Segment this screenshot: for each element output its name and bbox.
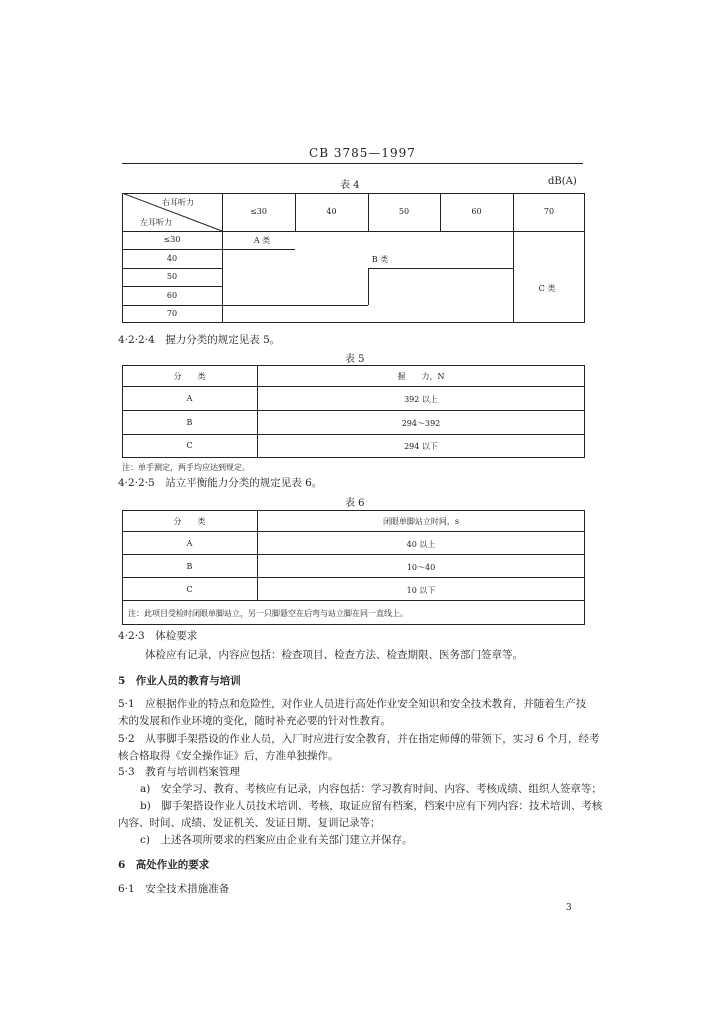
para-52-line2: 核合格取得《安全操作证》后，方准单独操作。 bbox=[118, 750, 339, 762]
table4-row-header: ≤30 bbox=[163, 235, 181, 244]
table4-row-header: 60 bbox=[166, 291, 178, 300]
zone-a-label: A 类 bbox=[253, 236, 271, 245]
table4-row-header: 40 bbox=[166, 254, 178, 263]
table6-caption: 表 6 bbox=[345, 498, 365, 509]
para-53-b-line2: 内容、时间、成绩、发证机关、发证日期、复训记录等； bbox=[118, 817, 381, 829]
page-number: 3 bbox=[566, 903, 572, 913]
table6-head-value: 闭眼单脚站立时间，s bbox=[382, 517, 460, 526]
table4-col-header: 50 bbox=[398, 207, 410, 216]
table5-row-value: 294 以下 bbox=[404, 442, 438, 451]
para-53-b-line1: b) 脚手架搭设作业人员技术培训、考核，取证应留有档案，档案中应有下列内容：技术培训、考核 bbox=[140, 800, 603, 812]
table4-corner-bottom: 左耳听力 bbox=[140, 218, 172, 227]
table4-row-header: 70 bbox=[166, 309, 178, 318]
section-61-title: 6·1 安全技术措施准备 bbox=[118, 883, 230, 895]
section-6-title: 6 高处作业的要求 bbox=[118, 859, 210, 871]
para-53-a: a) 安全学习、教育、考核应有记录，内容包括：学习教育时间、内容、考核成绩、组织人签章等； bbox=[140, 783, 602, 795]
table5 bbox=[122, 365, 585, 458]
table5-row-class: A bbox=[186, 394, 193, 403]
header-rule bbox=[122, 163, 583, 164]
table5-row-value: 392 以上 bbox=[404, 395, 438, 404]
table6-note: 注：此项目受检时闭眼单脚站立，另一只脚悬空在后弯与站立脚在同一直线上。 bbox=[128, 609, 408, 618]
table5-row-class: C bbox=[186, 441, 193, 450]
zone-b-label: B 类 bbox=[371, 255, 389, 264]
para-4224: 4·2·2·4 握力分类的规定见表 5。 bbox=[118, 334, 281, 346]
table5-row-class: B bbox=[186, 418, 193, 427]
table4-corner-top: 右耳听力 bbox=[162, 198, 194, 207]
table4-col-header: 70 bbox=[543, 207, 555, 216]
table5-caption: 表 5 bbox=[345, 354, 365, 365]
table6 bbox=[122, 510, 585, 625]
para-4225: 4·2·2·5 站立平衡能力分类的规定见表 6。 bbox=[118, 477, 323, 489]
table4-col-header: ≤30 bbox=[250, 207, 267, 216]
table4-row-header: 50 bbox=[166, 272, 178, 281]
zone-a-boundary bbox=[222, 249, 295, 250]
table4-col-header: 40 bbox=[326, 207, 337, 216]
para-52-line1: 5·2 从事脚手架搭设的作业人员，入厂时应进行安全教育，并在指定师傅的带领下，实习 6 个月，经考 bbox=[118, 733, 600, 745]
table4-unit: dB(A) bbox=[548, 176, 577, 187]
zone-c-label: C 类 bbox=[538, 284, 556, 293]
table4 bbox=[122, 193, 585, 323]
table4-col-header: 60 bbox=[471, 207, 482, 216]
table6-row-class: C bbox=[186, 585, 193, 594]
para-51-line2: 术的发展和作业环境的变化，随时补充必要的针对性教育。 bbox=[118, 715, 391, 727]
table6-row-value: 40 以上 bbox=[406, 540, 436, 549]
table6-row-class: B bbox=[186, 562, 193, 571]
table5-head-value: 握 力，N bbox=[397, 372, 445, 381]
zone-b-boundary-top bbox=[368, 268, 513, 269]
zone-b-boundary-step bbox=[368, 268, 369, 305]
para-51-line1: 5·1 应根据作业的特点和危险性，对作业人员进行高处作业安全知识和安全技术教育，并随着生产技 bbox=[118, 698, 587, 710]
section-53-title: 5·3 教育与培训档案管理 bbox=[118, 766, 240, 778]
zone-b-boundary-bottom bbox=[222, 305, 368, 306]
table6-head-class: 分 类 bbox=[173, 517, 206, 526]
table4-caption: 表 4 bbox=[340, 180, 360, 191]
table6-row-value: 10 以下 bbox=[406, 586, 436, 595]
table6-row-value: 10～40 bbox=[406, 563, 436, 572]
table5-head-class: 分 类 bbox=[173, 372, 206, 381]
section-5-title: 5 作业人员的教育与培训 bbox=[118, 675, 241, 687]
table6-row-class: A bbox=[186, 539, 193, 548]
para-53-c: c) 上述各项所要求的档案应由企业有关部门建立并保存。 bbox=[140, 834, 413, 846]
table5-note: 注：单手测定，两手均应达到规定。 bbox=[122, 463, 250, 472]
table5-row-value: 294～392 bbox=[401, 419, 441, 428]
section-423-title: 4·2·3 体检要求 bbox=[118, 630, 198, 642]
standard-code: CB 3785—1997 bbox=[309, 146, 416, 160]
section-423-body: 体检应有记录，内容应包括：检查项目、检查方法、检查期限、医务部门签章等。 bbox=[145, 649, 523, 661]
